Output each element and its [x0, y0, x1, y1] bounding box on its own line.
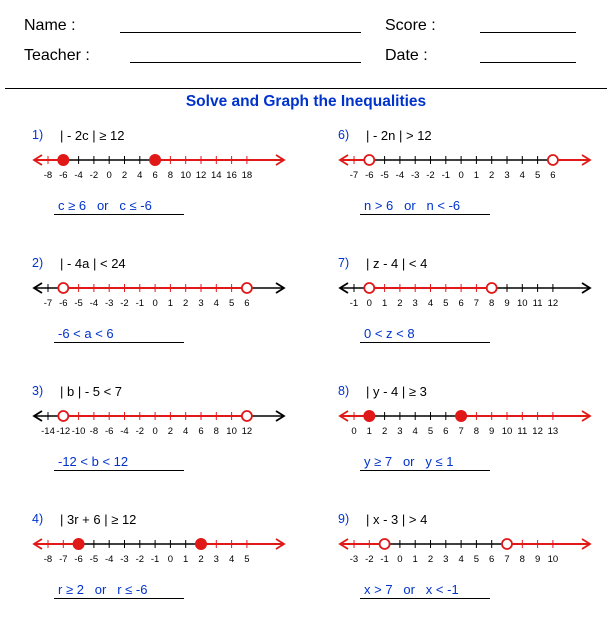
answer-line [360, 470, 490, 471]
inequality-text: | - 4a | < 24 [60, 256, 126, 271]
answer-line [54, 342, 184, 343]
problem-2 [32, 256, 322, 382]
tick-label: 0 [152, 298, 158, 309]
tick-label: 6 [458, 298, 464, 309]
tick-label: -7 [43, 298, 53, 309]
tick-label: -3 [104, 298, 114, 309]
inequality-text: | 3r + 6 | ≥ 12 [60, 512, 137, 527]
tick-label: 1 [366, 426, 372, 437]
answer-line [54, 214, 184, 215]
closed-endpoint [364, 411, 375, 422]
tick-label: 0 [397, 554, 403, 565]
open-endpoint [242, 283, 252, 293]
date-label: Date : [385, 47, 428, 64]
number-line [338, 530, 594, 570]
number-line [338, 402, 594, 442]
answer-text: x > 7 or x < -1 [364, 582, 459, 597]
problem-4 [32, 512, 322, 638]
inequality-text: | z - 4 | < 4 [366, 256, 428, 271]
tick-label: 7 [473, 298, 480, 309]
tick-label: 4 [228, 554, 235, 565]
tick-label: -6 [74, 554, 83, 565]
answer-line [54, 470, 184, 471]
open-endpoint [502, 539, 512, 549]
number-line [338, 274, 594, 314]
answer-text: -6 < a < 6 [58, 326, 114, 341]
tick-label: 6 [198, 426, 204, 437]
tick-label: 9 [504, 298, 510, 309]
tick-label: -2 [135, 554, 145, 565]
answer-text: -12 < b < 12 [58, 454, 129, 469]
tick-label: -1 [135, 298, 145, 309]
tick-label: 10 [180, 170, 191, 181]
problem-number: 4) [32, 512, 44, 526]
number-line [338, 146, 594, 186]
tick-label: -2 [89, 170, 99, 181]
tick-label: 2 [183, 298, 189, 309]
tick-label: 3 [412, 298, 418, 309]
answer-text: y ≥ 7 or y ≤ 1 [364, 454, 454, 469]
tick-label: 4 [427, 298, 434, 309]
tick-label: 2 [381, 426, 388, 437]
tick-label: 1 [381, 298, 388, 309]
tick-label: 4 [519, 170, 525, 181]
open-endpoint [242, 411, 252, 421]
answer-text: 0 < z < 8 [364, 326, 415, 341]
tick-label: 2 [489, 170, 495, 181]
tick-label: 4 [458, 554, 464, 565]
tick-label: -6 [59, 298, 68, 309]
tick-label: -7 [59, 554, 68, 565]
tick-label: 5 [534, 170, 541, 181]
inequality-text: | - 2c | ≥ 12 [60, 128, 125, 143]
tick-label: 1 [473, 170, 480, 181]
problem-number: 9) [338, 512, 350, 526]
tick-label: 3 [504, 170, 510, 181]
page-title: Solve and Graph the Inequalities [185, 93, 427, 110]
tick-label: -2 [135, 426, 145, 437]
tick-label: -5 [380, 170, 389, 181]
tick-label: -6 [365, 170, 374, 181]
name-label: Name : [24, 17, 76, 34]
tick-label: -3 [410, 170, 420, 181]
tick-label: -1 [380, 554, 389, 565]
number-line [32, 530, 288, 570]
tick-label: 2 [198, 554, 204, 565]
problem-7 [338, 256, 612, 382]
closed-endpoint [58, 155, 69, 166]
tick-label: 6 [489, 554, 495, 565]
problem-8 [338, 384, 612, 510]
tick-label: -6 [104, 426, 114, 437]
tick-label: 3 [213, 554, 219, 565]
tick-label: -1 [349, 298, 359, 309]
tick-label: 16 [226, 170, 237, 181]
tick-label: 0 [106, 170, 112, 181]
tick-label: 3 [198, 298, 204, 309]
closed-endpoint [456, 411, 467, 422]
tick-label: 5 [443, 298, 449, 309]
tick-label: -2 [120, 298, 129, 309]
closed-endpoint [73, 539, 84, 550]
tick-label: 2 [167, 426, 174, 437]
open-endpoint [58, 411, 68, 421]
inequality-text: | b | - 5 < 7 [60, 384, 123, 399]
tick-label: 4 [137, 170, 143, 181]
inequality-text: | y - 4 | ≥ 3 [366, 384, 427, 399]
number-line [32, 274, 288, 314]
tick-label: 4 [412, 426, 418, 437]
number-line [32, 146, 288, 186]
tick-label: -7 [349, 170, 359, 181]
header-divider [5, 88, 607, 89]
open-endpoint [487, 283, 497, 293]
tick-label: -4 [74, 170, 83, 181]
closed-endpoint [150, 155, 161, 166]
tick-label: 8 [473, 426, 480, 437]
tick-label: 13 [547, 426, 559, 437]
tick-label: 0 [366, 298, 372, 309]
answer-line [360, 598, 490, 599]
tick-label: 3 [443, 554, 449, 565]
inequality-text: | x - 3 | > 4 [366, 512, 428, 527]
tick-label: -4 [395, 170, 405, 181]
tick-label: -4 [120, 426, 129, 437]
tick-label: -1 [441, 170, 451, 181]
tick-label: 9 [489, 426, 495, 437]
tick-label: 10 [517, 298, 528, 309]
inequality-text: | - 2n | > 12 [366, 128, 432, 143]
tick-label: -3 [349, 554, 359, 565]
tick-label: 11 [532, 298, 543, 309]
open-endpoint [58, 283, 68, 293]
tick-label: 4 [213, 298, 219, 309]
tick-label: 18 [241, 170, 253, 181]
tick-label: -14 [41, 426, 55, 437]
answer-line [54, 598, 184, 599]
tick-label: 8 [167, 170, 174, 181]
tick-label: 9 [534, 554, 541, 565]
name-field-line[interactable] [120, 32, 361, 33]
tick-label: 1 [412, 554, 418, 565]
tick-label: 6 [244, 298, 250, 309]
tick-label: 8 [489, 298, 495, 309]
tick-label: 0 [167, 554, 174, 565]
tick-label: 0 [351, 426, 357, 437]
problem-number: 8) [338, 384, 350, 398]
tick-label: 11 [517, 426, 528, 437]
tick-label: 2 [427, 554, 434, 565]
tick-label: -10 [71, 426, 86, 437]
open-endpoint [380, 539, 390, 549]
tick-label: -6 [59, 170, 68, 181]
tick-label: 6 [550, 170, 556, 181]
tick-label: 12 [547, 298, 559, 309]
tick-label: -2 [365, 554, 374, 565]
tick-label: 14 [211, 170, 222, 181]
answer-text: r ≥ 2 or r ≤ -6 [58, 582, 148, 597]
answer-line [360, 342, 490, 343]
tick-label: 5 [228, 298, 235, 309]
score-field-line[interactable] [480, 32, 576, 33]
problem-number: 1) [32, 128, 44, 142]
tick-label: 12 [532, 426, 543, 437]
open-endpoint [548, 155, 558, 165]
tick-label: -4 [89, 298, 99, 309]
problem-number: 2) [32, 256, 44, 270]
tick-label: 4 [183, 426, 189, 437]
tick-label: 0 [152, 426, 158, 437]
tick-label: 10 [547, 554, 559, 565]
closed-endpoint [196, 539, 207, 550]
tick-label: -8 [89, 426, 99, 437]
tick-label: -8 [43, 554, 53, 565]
tick-label: 5 [244, 554, 250, 565]
tick-label: 1 [183, 554, 189, 565]
tick-label: 12 [241, 426, 253, 437]
tick-label: -8 [43, 170, 53, 181]
teacher-label: Teacher : [24, 47, 90, 64]
tick-label: 1 [167, 298, 174, 309]
tick-label: 0 [458, 170, 464, 181]
tick-label: 3 [397, 426, 403, 437]
problem-9 [338, 512, 612, 638]
teacher-field-line[interactable] [130, 62, 361, 63]
tick-label: 2 [397, 298, 403, 309]
problem-number: 3) [32, 384, 44, 398]
tick-label: 7 [458, 426, 464, 437]
open-endpoint [364, 155, 374, 165]
answer-text: n > 6 or n < -6 [364, 198, 461, 213]
tick-label: 8 [213, 426, 219, 437]
tick-label: 2 [121, 170, 128, 181]
tick-label: 5 [473, 554, 480, 565]
problem-number: 6) [338, 128, 350, 142]
tick-label: 12 [195, 170, 207, 181]
problem-3 [32, 384, 322, 510]
tick-label: 10 [226, 426, 237, 437]
tick-label: -2 [426, 170, 435, 181]
tick-label: -5 [74, 298, 83, 309]
problem-6 [338, 128, 612, 254]
problem-number: 7) [338, 256, 350, 270]
tick-label: 6 [443, 426, 449, 437]
open-endpoint [364, 283, 374, 293]
answer-line [360, 214, 490, 215]
tick-label: -1 [150, 554, 160, 565]
tick-label: 7 [504, 554, 510, 565]
tick-label: 10 [501, 426, 513, 437]
tick-label: -3 [120, 554, 129, 565]
tick-label: -5 [89, 554, 99, 565]
tick-label: 8 [519, 554, 525, 565]
date-field-line[interactable] [480, 62, 576, 63]
number-line [32, 402, 288, 442]
tick-label: 5 [427, 426, 434, 437]
tick-label: -12 [56, 426, 71, 437]
tick-label: 6 [152, 170, 158, 181]
answer-text: c ≥ 6 or c ≤ -6 [58, 198, 152, 213]
problem-1 [32, 128, 322, 254]
score-label: Score : [385, 17, 436, 34]
tick-label: -4 [104, 554, 114, 565]
